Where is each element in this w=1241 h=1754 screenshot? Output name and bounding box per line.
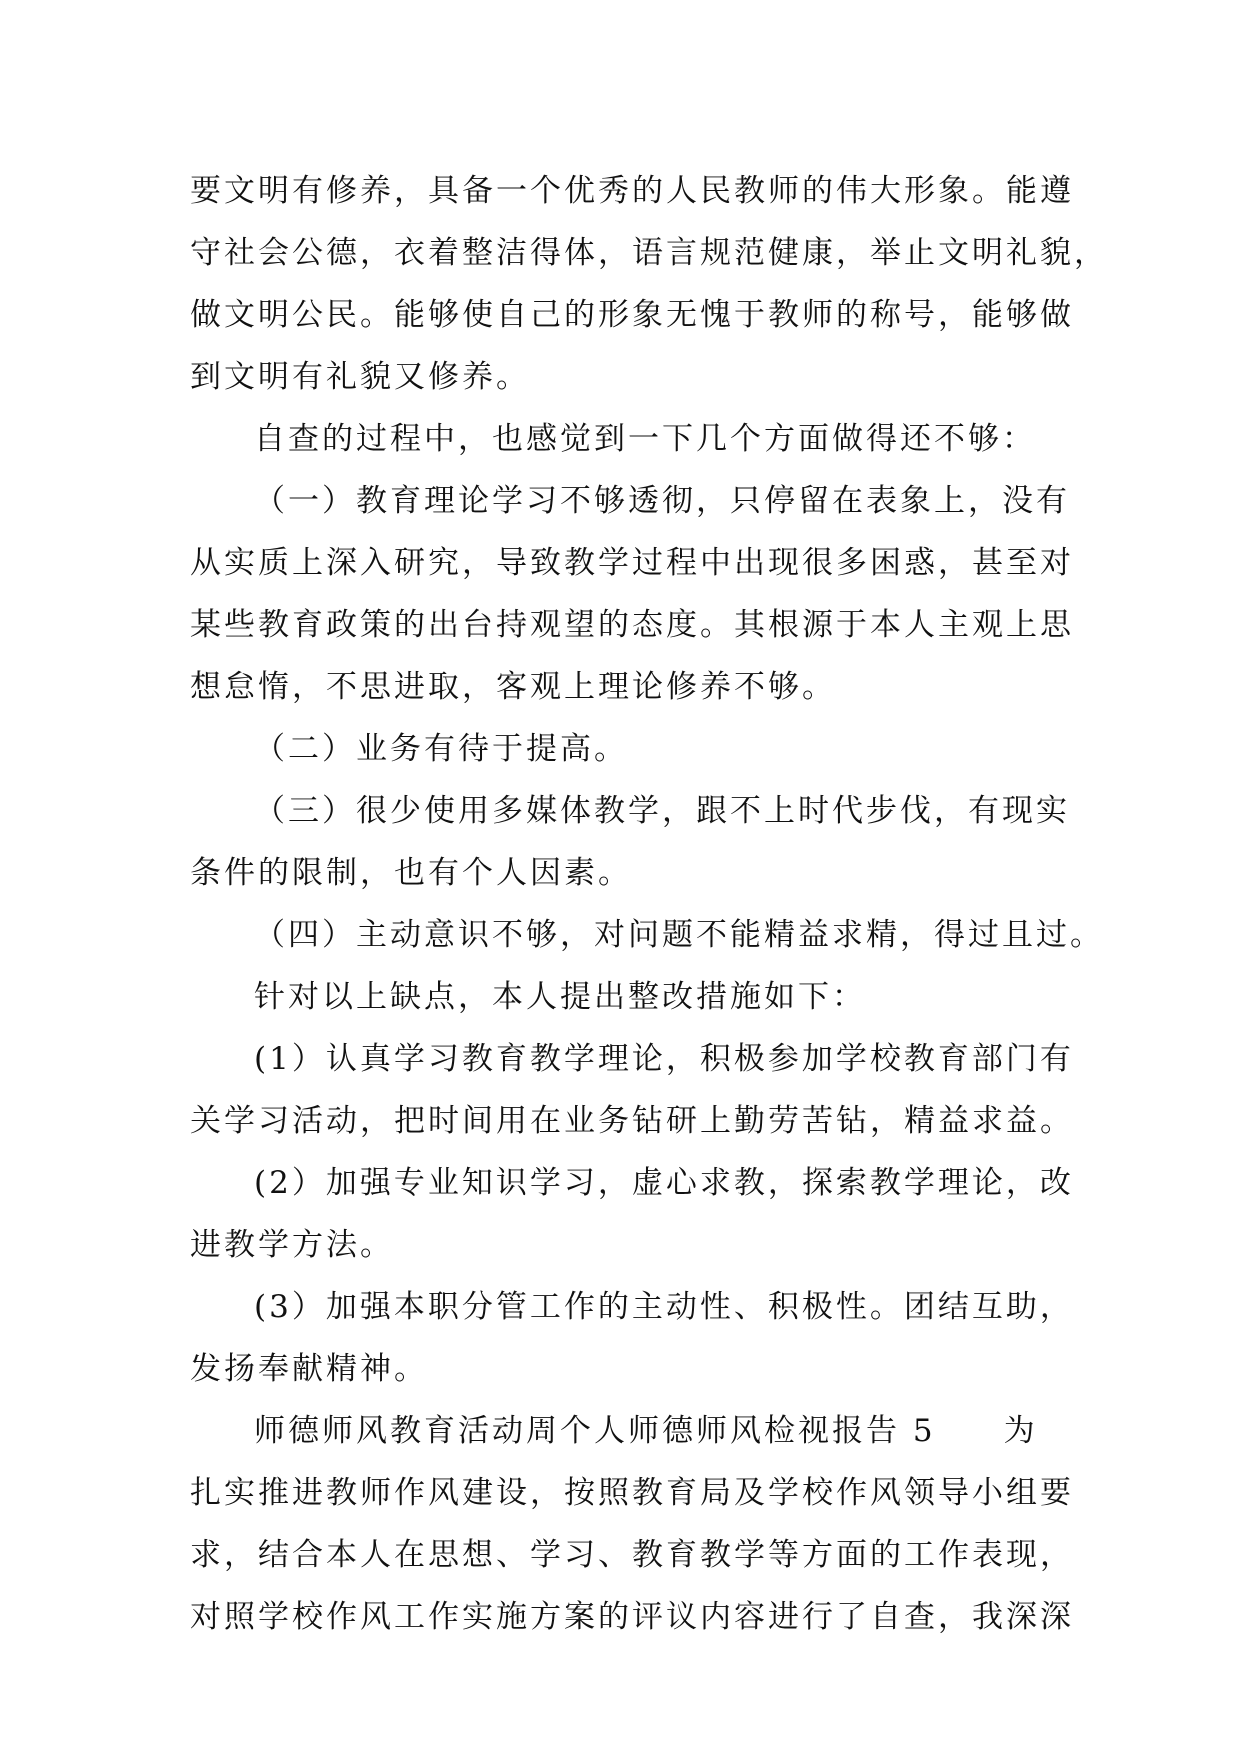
- body-line: 从实质上深入研究，导致教学过程中出现很多困惑，甚至对: [190, 545, 1074, 581]
- body-line: 要文明有修养，具备一个优秀的人民教师的伟大形象。能遵: [190, 173, 1074, 209]
- body-line: 求，结合本人在思想、学习、教育教学等方面的工作表现，: [190, 1537, 1074, 1573]
- body-line: 条件的限制，也有个人因素。: [190, 855, 632, 891]
- body-line: 想怠惰，不思进取，客观上理论修养不够。: [190, 669, 836, 705]
- body-line: 进教学方法。: [190, 1227, 394, 1263]
- document-body: [190, 160, 1108, 1648]
- paragraph-start-line: 针对以上缺点，本人提出整改措施如下：: [254, 979, 866, 1015]
- body-line: 到文明有礼貌又修养。: [190, 359, 530, 395]
- body-line: 做文明公民。能够使自己的形象无愧于教师的称号，能够做: [190, 297, 1074, 333]
- body-line: 某些教育政策的出台持观望的态度。其根源于本人主观上思: [190, 607, 1074, 643]
- paragraph-start-line: （一）教育理论学习不够透彻，只停留在表象上，没有: [254, 483, 1070, 519]
- paragraph-start-line: (3）加强本职分管工作的主动性、积极性。团结互助，: [254, 1289, 1074, 1325]
- paragraph-start-line: (1）认真学习教育教学理论，积极参加学校教育部门有: [254, 1041, 1074, 1077]
- body-line: 扎实推进教师作风建设，按照教育局及学校作风领导小组要: [190, 1475, 1074, 1511]
- paragraph-start-line: 自查的过程中，也感觉到一下几个方面做得还不够：: [254, 421, 1036, 457]
- body-line: 对照学校作风工作实施方案的评议内容进行了自查，我深深: [190, 1599, 1074, 1635]
- body-line: 发扬奉献精神。: [190, 1351, 428, 1387]
- paragraph-start-line: （四）主动意识不够，对问题不能精益求精，得过且过。: [254, 917, 1104, 953]
- paragraph-start-line: 师德师风教育活动周个人师德师风检视报告 5 为: [254, 1413, 1038, 1449]
- paragraph-start-line: （二）业务有待于提高。: [254, 731, 628, 767]
- paragraph-start-line: （三）很少使用多媒体教学，跟不上时代步伐，有现实: [254, 793, 1070, 829]
- paragraph-start-line: (2）加强专业知识学习，虚心求教，探索教学理论，改: [254, 1165, 1074, 1201]
- body-line: 守社会公德，衣着整洁得体，语言规范健康，举止文明礼貌，: [190, 235, 1108, 271]
- body-line: 关学习活动，把时间用在业务钻研上勤劳苦钻，精益求益。: [190, 1103, 1074, 1139]
